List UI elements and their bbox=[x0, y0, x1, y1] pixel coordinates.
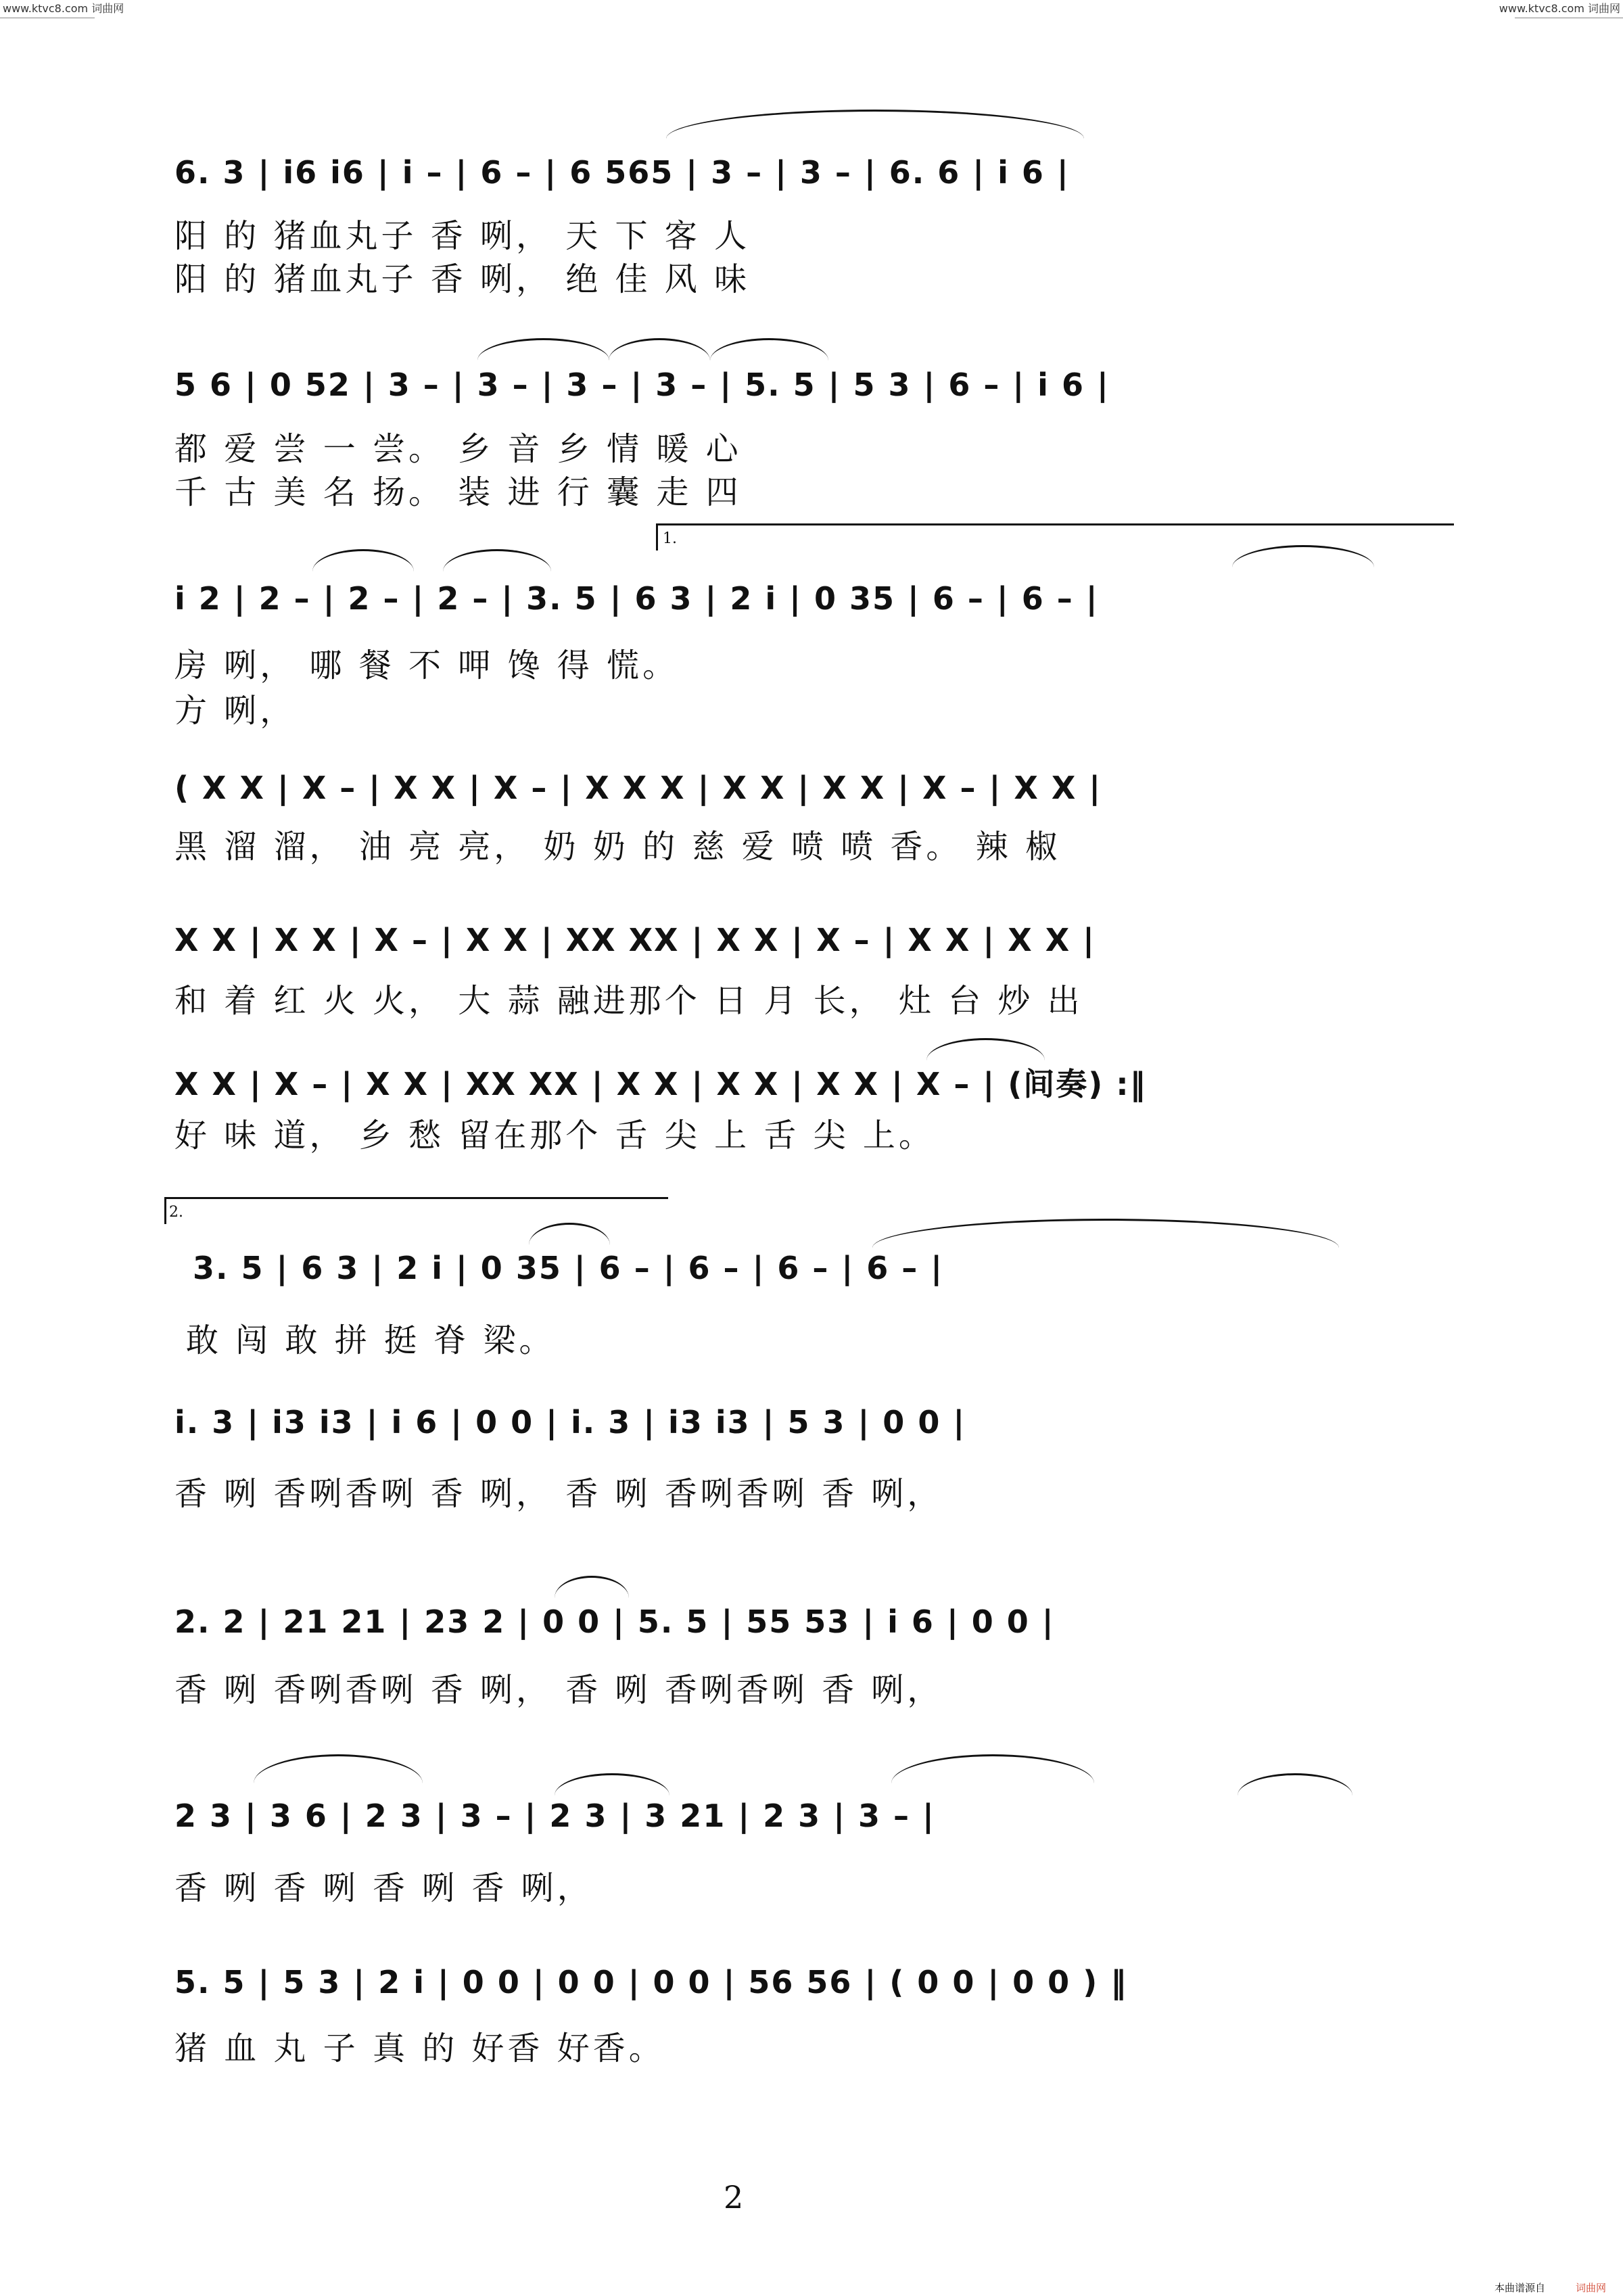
tie-arc bbox=[254, 1754, 423, 1783]
notation-line-6: X X | X – | X X | XX XX | X X | X X | X X | X – | (间奏) :‖ bbox=[174, 1066, 1147, 1102]
lyric-line-10: 香 咧 香 咧 香 咧 香 咧， bbox=[174, 1869, 593, 1907]
notation-line-9: 2. 2 | 21 21 | 23 2 | 0 0 | 5. 5 | 55 53 | i 6 | 0 0 | bbox=[174, 1603, 1055, 1640]
tie-arc bbox=[312, 549, 414, 571]
volta-label-1: 1. bbox=[663, 530, 677, 547]
lyric-line-1b: 阳 的 猪血丸子 香 咧， 绝 佳 风 味 bbox=[174, 260, 751, 298]
footer-source-label: 本曲谱源自 bbox=[1495, 2282, 1546, 2294]
tie-arc bbox=[443, 549, 551, 571]
lyric-line-4: 黑 溜 溜， 油 亮 亮， 奶 奶 的 慈 爱 喷 喷 香。 辣 椒 bbox=[174, 828, 1061, 866]
lyric-line-1a: 阳 的 猪血丸子 香 咧， 天 下 客 人 bbox=[174, 217, 751, 255]
tie-arc bbox=[609, 338, 710, 360]
notation-line-1: 6. 3 | i6 i6 | i – | 6 – | 6 565 | 3 – | 3 – | 6. 6 | i 6 | bbox=[174, 154, 1070, 191]
lyric-line-8: 香 咧 香咧香咧 香 咧， 香 咧 香咧香咧 香 咧， bbox=[174, 1475, 943, 1513]
lyric-line-7: 敢 闯 敢 拼 挺 脊 梁。 bbox=[186, 1321, 555, 1359]
lyric-line-2a: 都 爱 尝 一 尝。 乡 音 乡 情 暖 心 bbox=[174, 430, 742, 468]
notation-line-8: i. 3 | i3 i3 | i 6 | 0 0 | i. 3 | i3 i3 | 5 3 | 0 0 | bbox=[174, 1404, 966, 1440]
footer-site-label: 词曲网 bbox=[1576, 2282, 1607, 2294]
lyric-line-11: 猪 血 丸 子 真 的 好香 好香。 bbox=[174, 2030, 665, 2067]
tie-arc bbox=[529, 1223, 610, 1245]
lyric-line-5: 和 着 红 火 火， 大 蒜 融进那个 日 月 长， 灶 台 炒 出 bbox=[174, 982, 1083, 1020]
notation-line-3: i 2 | 2 – | 2 – | 2 – | 3. 5 | 6 3 | 2 i | 0 35 | 6 – | 6 – | bbox=[174, 580, 1099, 617]
lyric-line-3a: 房 咧， 哪 餐 不 呷 馋 得 慌。 bbox=[174, 647, 679, 684]
tie-arc bbox=[477, 338, 609, 360]
notation-line-7: 3. 5 | 6 3 | 2 i | 0 35 | 6 – | 6 – | 6 – | 6 – | bbox=[193, 1250, 944, 1286]
tie-arc bbox=[1232, 545, 1374, 567]
notation-line-4: ( X X | X – | X X | X – | X X X | X X | X X | X – | X X | bbox=[174, 770, 1102, 806]
volta-bracket-2-hook bbox=[164, 1197, 166, 1224]
volta-bracket-1-hook bbox=[656, 523, 658, 550]
tie-arc bbox=[872, 1219, 1339, 1248]
notation-line-5: X X | X X | X – | X X | XX XX | X X | X – | X X | X X | bbox=[174, 922, 1096, 958]
header-left: www.ktvc8.com 词曲网 bbox=[3, 2, 124, 15]
notation-line-2: 5 6 | 0 52 | 3 – | 3 – | 3 – | 3 – | 5. 5 | 5 3 | 6 – | i 6 | bbox=[174, 367, 1110, 403]
volta-bracket-1 bbox=[656, 523, 1454, 525]
lyric-line-3b: 方 咧， bbox=[174, 692, 296, 730]
tie-arc bbox=[555, 1773, 669, 1796]
tie-arc bbox=[666, 110, 1084, 139]
volta-bracket-2 bbox=[164, 1197, 668, 1199]
tie-arc bbox=[926, 1038, 1045, 1060]
tie-arc bbox=[555, 1576, 629, 1598]
lyric-line-6: 好 味 道， 乡 愁 留在那个 舌 尖 上 舌 尖 上。 bbox=[174, 1117, 935, 1154]
header-right: www.ktvc8.com 词曲网 bbox=[1499, 2, 1620, 15]
lyric-line-2b: 千 古 美 名 扬。 装 进 行 囊 走 四 bbox=[174, 473, 742, 511]
tie-arc bbox=[710, 338, 828, 360]
tie-arc bbox=[1238, 1773, 1352, 1796]
page-number: 2 bbox=[724, 2179, 744, 2216]
lyric-line-9: 香 咧 香咧香咧 香 咧， 香 咧 香咧香咧 香 咧， bbox=[174, 1671, 943, 1709]
notation-line-10: 2 3 | 3 6 | 2 3 | 3 – | 2 3 | 3 21 | 2 3 | 3 – | bbox=[174, 1798, 935, 1834]
tie-arc bbox=[891, 1754, 1094, 1783]
notation-line-11: 5. 5 | 5 3 | 2 i | 0 0 | 0 0 | 0 0 | 56 56 | ( 0 0 | 0 0 ) ‖ bbox=[174, 1964, 1128, 2000]
volta-label-2: 2. bbox=[169, 1204, 183, 1221]
